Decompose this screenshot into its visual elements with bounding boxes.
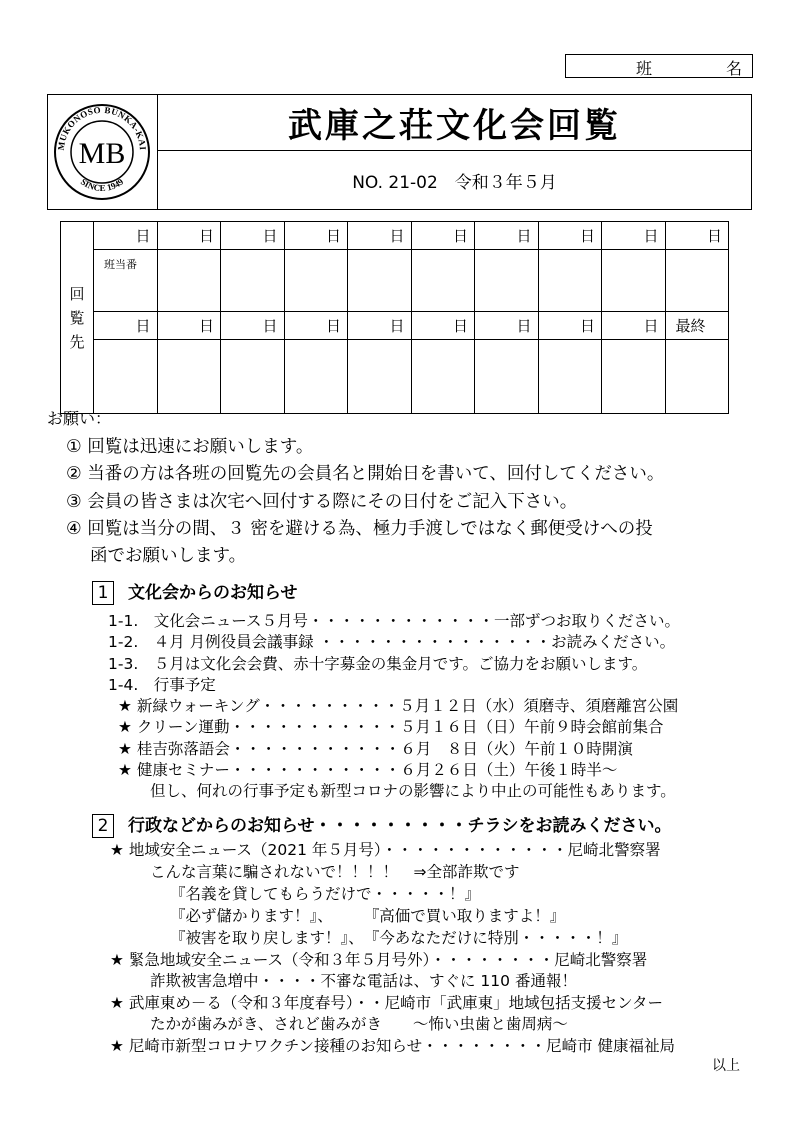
request-item: ② 当番の方は各班の回覧先の会員名と開始日を書いて、回付してください。: [66, 464, 665, 484]
notice-detail: 『被害を取り戻します！』、 『今あなただけに特別・・・・・！』: [170, 929, 628, 947]
notice-detail: 『名義を貸してもらうだけで・・・・・！』: [170, 885, 481, 903]
mb-logo: [48, 95, 156, 208]
date-cell[interactable]: 日: [157, 312, 221, 340]
name-cell[interactable]: [475, 340, 539, 414]
group-label: 班: [636, 59, 653, 78]
name-cell[interactable]: [602, 250, 666, 312]
date-cell[interactable]: 日: [348, 312, 412, 340]
date-cell[interactable]: 日: [475, 222, 539, 250]
date-cell[interactable]: 日: [157, 222, 221, 250]
logo-main-text: MB: [78, 137, 126, 170]
date-cell[interactable]: 日: [348, 222, 412, 250]
notice-detail: こんな言葉に騙されないで！！！！ ⇒全部詐欺です: [150, 863, 520, 881]
logo-ring-text: MUKONOSO BUNKA-KAI: [55, 104, 149, 151]
section1-heading: [92, 578, 298, 605]
name-cell[interactable]: [157, 250, 221, 312]
name-cell[interactable]: [157, 340, 221, 414]
date-cell[interactable]: 日: [221, 222, 285, 250]
logo-cell: [48, 95, 158, 209]
section2-number: 2: [92, 814, 114, 838]
event-item: ★ 桂吉弥落語会・・・・・・・・・・・６月 ８日（火）午前１０時開演: [118, 740, 633, 758]
notice-item: ★ 尼崎市新型コロナワクチン接種のお知らせ・・・・・・・・尼崎市 健康福祉局: [110, 1037, 676, 1055]
date-cell[interactable]: 日: [284, 222, 348, 250]
section1-line: 1-3. ５月は文化会会費、赤十字募金の集金月です。ご協力をお願いします。: [108, 655, 648, 673]
name-cell[interactable]: [94, 340, 158, 414]
section2-title: 行政などからのお知らせ・・・・・・・・・チラシをお読みください。: [128, 816, 672, 836]
event-note: 但し、何れの行事予定も新型コロナの影響により中止の可能性もあります。: [150, 782, 676, 800]
section1-title: 文化会からのお知らせ: [128, 583, 298, 603]
section1-line: 1-4. 行事予定: [108, 676, 216, 694]
page-title: 武庫之荘文化会回覧: [288, 106, 621, 146]
notice-item: ★ 地域安全ニュース（2021 年５月号）・・・・・・・・・・・・尼崎北警察署: [110, 841, 661, 859]
date-cell[interactable]: 日: [538, 312, 602, 340]
name-cell[interactable]: [475, 250, 539, 312]
logo-since-text: SINCE 1949: [78, 176, 126, 194]
name-cell[interactable]: [665, 250, 729, 312]
date-cell[interactable]: 日: [411, 312, 475, 340]
request-item-cont: 函でお願いします。: [90, 546, 247, 566]
date-cell[interactable]: 日: [475, 312, 539, 340]
issue-number: NO. 21-02 令和３年５月: [352, 172, 557, 193]
duty-cell[interactable]: 班当番: [94, 250, 158, 312]
name-cell[interactable]: [221, 340, 285, 414]
notice-item: ★ 武庫東め－る（令和３年度春号）・・尼崎市「武庫東」地域包括支援センター: [110, 994, 663, 1012]
section2-heading: [92, 811, 672, 838]
date-cell[interactable]: 日: [284, 312, 348, 340]
name-cell[interactable]: [284, 250, 348, 312]
request-item: ④ 回覧は当分の間、３ 密を避ける為、極力手渡しではなく郵便受けへの投: [66, 519, 653, 539]
date-cell[interactable]: 日: [538, 222, 602, 250]
requests-heading: お願い：: [47, 409, 112, 428]
newsletter-header: [47, 94, 752, 210]
notice-item: ★ 緊急地域安全ニュース（令和３年５月号外）・・・・・・・・尼崎北警察署: [110, 951, 648, 969]
name-cell[interactable]: [411, 340, 475, 414]
notice-detail: 詐欺被害急増中・・・・不審な電話は、すぐに 110 番通報！: [150, 972, 577, 990]
date-cell[interactable]: 日: [602, 312, 666, 340]
name-cell[interactable]: [665, 340, 729, 414]
end-mark: 以上: [712, 1058, 740, 1074]
section1-number: 1: [92, 581, 114, 605]
request-item: ③ 会員の皆さまは次宅へ回付する際にその日付をご記入下さい。: [66, 492, 578, 512]
name-cell[interactable]: [348, 250, 412, 312]
name-cell[interactable]: [348, 340, 412, 414]
date-cell[interactable]: 日: [94, 312, 158, 340]
title-row: [158, 95, 751, 151]
final-cell[interactable]: 最終: [665, 312, 729, 340]
name-cell[interactable]: [221, 250, 285, 312]
section1-line: 1-1. 文化会ニュース５月号・・・・・・・・・・・・一部ずつお取りください。: [108, 612, 680, 630]
issue-row: [158, 151, 751, 209]
circulation-side-label: 回 覧 先: [61, 222, 94, 414]
name-cell[interactable]: [284, 340, 348, 414]
request-item: ① 回覧は迅速にお願いします。: [66, 437, 314, 457]
notice-detail: 『必ず儲かります！』、 『高価で買い取りますよ！』: [170, 907, 566, 925]
name-cell[interactable]: [411, 250, 475, 312]
section1-line: 1-2. ４月 月例役員会議事録 ・・・・・・・・・・・・・・・お読みください。: [108, 633, 676, 651]
circulation-table: [60, 221, 729, 414]
group-name-box: [565, 54, 753, 78]
svg-text:SINCE 1949: [79, 176, 126, 193]
name-label: 名: [726, 59, 743, 78]
name-cell[interactable]: [602, 340, 666, 414]
event-item: ★ 健康セミナー・・・・・・・・・・・６月２６日（土）午後１時半～: [118, 761, 618, 779]
date-cell[interactable]: 日: [94, 222, 158, 250]
date-cell[interactable]: 日: [602, 222, 666, 250]
date-cell[interactable]: 日: [411, 222, 475, 250]
event-item: ★ クリーン運動・・・・・・・・・・・５月１６日（日）午前９時会館前集合: [118, 718, 664, 736]
event-item: ★ 新緑ウォーキング・・・・・・・・・５月１２日（水）須磨寺、須磨離宮公園: [118, 697, 679, 715]
date-cell[interactable]: 日: [665, 222, 729, 250]
notice-detail: たかが歯みがき、されど歯みがき ～怖い虫歯と歯周病～: [150, 1015, 568, 1033]
name-cell[interactable]: [538, 250, 602, 312]
date-cell[interactable]: 日: [221, 312, 285, 340]
name-cell[interactable]: [538, 340, 602, 414]
